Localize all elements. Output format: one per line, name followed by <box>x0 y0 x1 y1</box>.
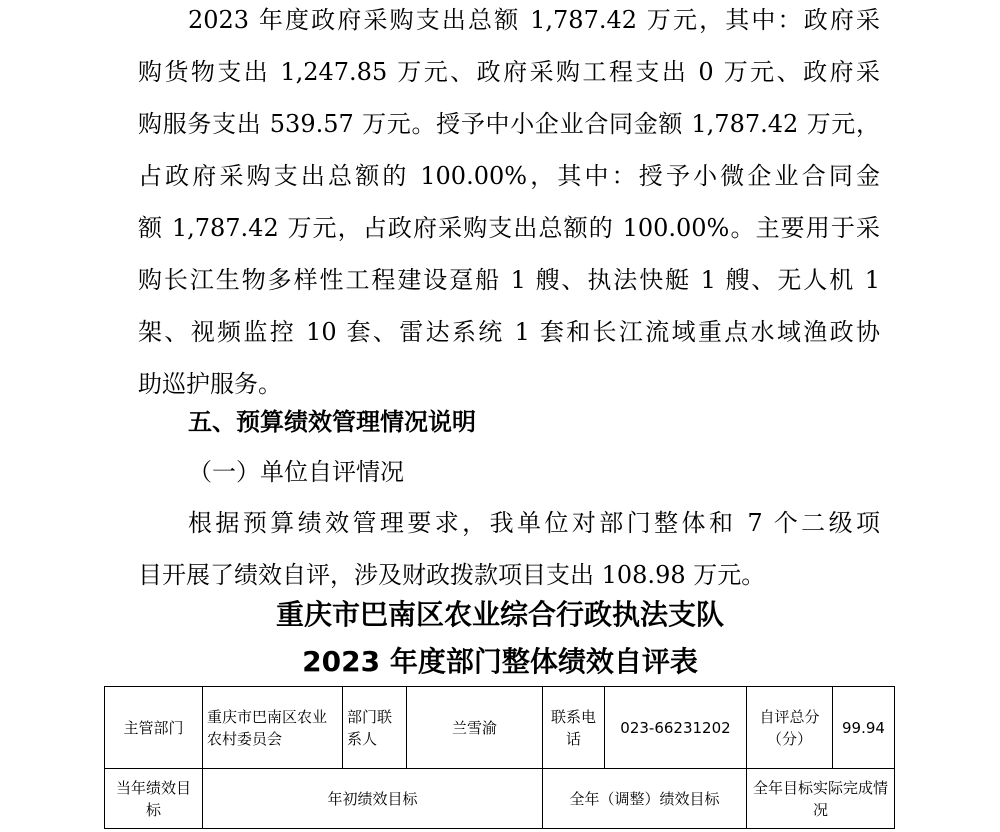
dept-contact-value: 兰雪渝 <box>407 687 543 769</box>
initial-goal-header: 年初绩效目标 <box>203 769 543 829</box>
paragraph-line: 2023 年度政府采购支出总额 1,787.42 万元，其中：政府采 <box>188 6 880 34</box>
paragraph-line: 购服务支出 539.57 万元。授予中小企业合同金额 1,787.42 万元， <box>138 110 880 138</box>
self-evaluation-paragraph <box>138 497 880 601</box>
paragraph-line: 额 1,787.42 万元，占政府采购支出总额的 100.00%。主要用于采 <box>138 214 880 242</box>
section-heading: 五、预算绩效管理情况说明 <box>188 408 476 436</box>
actual-completion-header: 全年目标实际完成情况 <box>747 769 895 829</box>
self-score-value: 99.94 <box>833 687 895 769</box>
paragraph-line: 购长江生物多样性工程建设趸船 1 艘、执法快艇 1 艘、无人机 1 <box>138 266 880 294</box>
table-row <box>105 769 895 829</box>
dept-contact-label: 部门联系人 <box>343 687 407 769</box>
paragraph-line: 目开展了绩效自评，涉及财政拨款项目支出 108.98 万元。 <box>138 561 766 589</box>
table-title-line1: 重庆市巴南区农业综合行政执法支队 <box>275 598 724 631</box>
phone-value: 023-66231202 <box>605 687 747 769</box>
subsection-heading: （一）单位自评情况 <box>188 458 404 486</box>
annual-goal-label: 当年绩效目标 <box>105 769 203 829</box>
adjusted-goal-header: 全年（调整）绩效目标 <box>543 769 747 829</box>
self-score-label: 自评总分（分） <box>747 687 833 769</box>
table-row <box>105 687 895 769</box>
paragraph-line: 购货物支出 1,247.85 万元、政府采购工程支出 0 万元、政府采 <box>138 58 880 86</box>
supervising-dept-label: 主管部门 <box>105 687 203 769</box>
procurement-paragraph <box>138 0 880 410</box>
supervising-dept-value: 重庆市巴南区农业农村委员会 <box>203 687 343 769</box>
table-title-line2: 2023 年度部门整体绩效自评表 <box>302 645 698 678</box>
paragraph-line: 根据预算绩效管理要求，我单位对部门整体和 7 个二级项 <box>188 509 880 537</box>
paragraph-line: 架、视频监控 10 套、雷达系统 1 套和长江流域重点水域渔政协 <box>138 318 880 346</box>
phone-label: 联系电话 <box>543 687 605 769</box>
paragraph-line: 占政府采购支出总额的 100.00%，其中：授予小微企业合同金 <box>138 162 880 190</box>
evaluation-table <box>104 686 895 829</box>
paragraph-line: 助巡护服务。 <box>138 370 282 398</box>
